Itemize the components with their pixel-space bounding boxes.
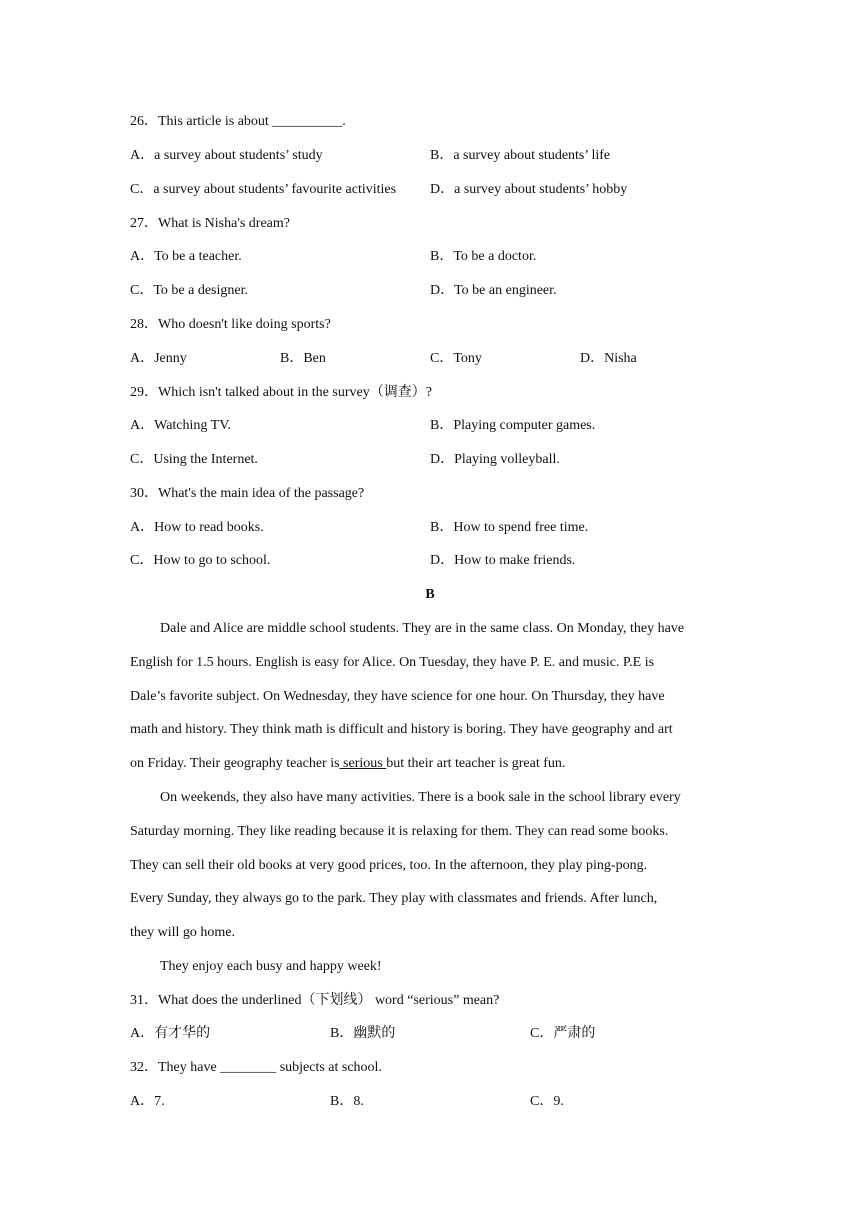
q27-option-a: A．To be a teacher. [130,249,242,264]
q32-option-c: C．9. [530,1094,564,1109]
q27-option-c: C．To be a designer. [130,283,248,298]
question-29-stem: 29．Which isn't talked about in the survey（调查）? [130,385,432,400]
underlined-word-serious: serious [339,756,387,771]
q30-option-b: B．How to spend free time. [430,520,589,535]
passage-p2-line4: Every Sunday, they always go to the park. They play with classmates and friends. After lunch, [130,891,658,906]
q28-option-b: B．Ben [280,351,326,366]
q29-option-a: A．Watching TV. [130,418,232,433]
question-27-stem: 27．What is Nisha's dream? [130,216,290,231]
q26-option-d: D．a survey about students’ hobby [430,182,628,197]
passage-p3: They enjoy each busy and happy week! [160,959,382,974]
q30-option-d: D．How to make friends. [430,553,576,568]
passage-p2-line1: On weekends, they also have many activities. There is a book sale in the school library every [160,790,681,805]
section-b-heading: B [425,587,435,602]
passage-p1-line2: English for 1.5 hours. English is easy for Alice. On Tuesday, they have P. E. and music. P.E is [130,655,655,670]
q27-option-b: B．To be a doctor. [430,249,537,264]
passage-p2-line3: They can sell their old books at very good prices, too. In the afternoon, they play ping-pong. [130,858,648,873]
passage-p2-line5: they will go home. [130,925,235,940]
q31-option-a: A．有才华的 [130,1026,211,1041]
question-30-stem: 30．What's the main idea of the passage? [130,486,365,501]
q32-option-a: A．7. [130,1094,165,1109]
q30-option-a: A．How to read books. [130,520,264,535]
question-32-stem: 32．They have ________ subjects at school. [130,1060,382,1075]
q31-option-b: B．幽默的 [330,1026,396,1041]
q28-option-a: A．Jenny [130,351,187,366]
q32-option-b: B．8. [330,1094,364,1109]
question-28-stem: 28．Who doesn't like doing sports? [130,317,331,332]
q27-option-d: D．To be an engineer. [430,283,557,298]
question-26-stem: 26．This article is about __________. [130,114,346,129]
passage-p1-line5 [130,755,730,773]
q26-option-c: C．a survey about students’ favourite activities [130,182,397,197]
q26-option-b: B．a survey about students’ life [430,148,611,163]
passage-p1-line3: Dale’s favorite subject. On Wednesday, they have science for one hour. On Thursday, they have [130,689,665,704]
q28-option-d: D．Nisha [580,351,637,366]
q28-option-c: C．Tony [430,351,482,366]
passage-p2-line2: Saturday morning. They like reading because it is relaxing for them. They can read some books. [130,824,669,839]
question-31-stem: 31．What does the underlined（下划线） word “serious” mean? [130,993,500,1008]
passage-p1-line5-end: but their art teacher is great fun. [386,756,566,771]
q26-option-a: A．a survey about students’ study [130,148,323,163]
q30-option-c: C．How to go to school. [130,553,271,568]
q29-option-b: B．Playing computer games. [430,418,596,433]
passage-p1-line1: Dale and Alice are middle school students. They are in the same class. On Monday, they have [160,621,685,636]
q31-option-c: C．严肃的 [530,1026,596,1041]
q29-option-c: C．Using the Internet. [130,452,258,467]
q29-option-d: D．Playing volleyball. [430,452,560,467]
passage-p1-line5-start: on Friday. Their geography teacher is [130,756,340,771]
passage-p1-line4: math and history. They think math is difficult and history is boring. They have geography and art [130,722,673,737]
